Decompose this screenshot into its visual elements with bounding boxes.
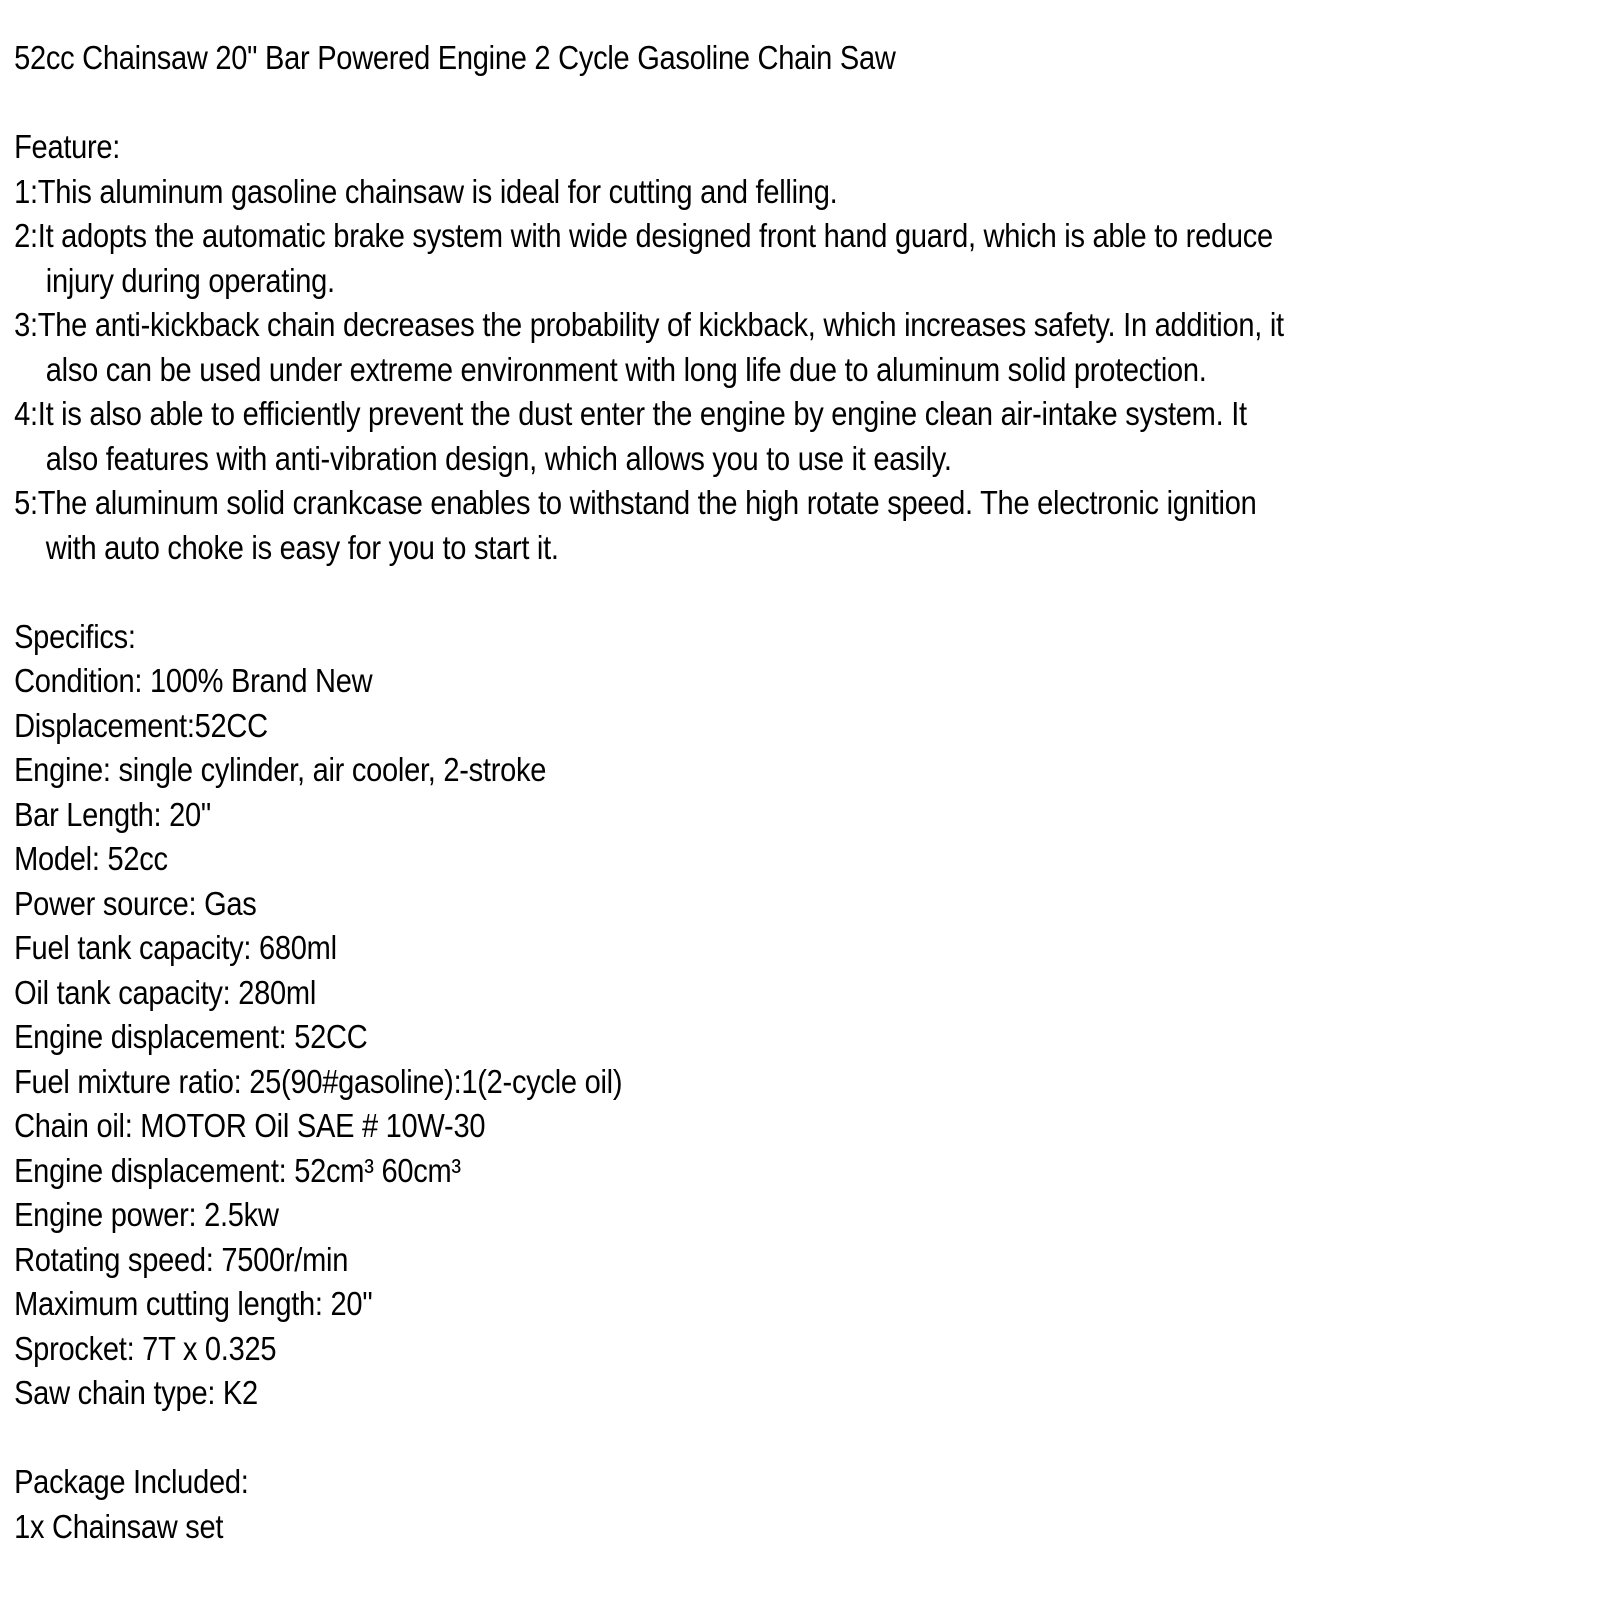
- blank-line: [14, 570, 1575, 615]
- spec-chain-oil: Chain oil: MOTOR Oil SAE # 10W-30: [14, 1107, 486, 1144]
- spec-saw-chain-type: Saw chain type: K2: [14, 1374, 258, 1411]
- feature-heading: Feature:: [14, 128, 121, 165]
- spec-condition: Condition: 100% Brand New: [14, 662, 373, 699]
- spec-engine-displacement-cm3: Engine displacement: 52cm³ 60cm³: [14, 1151, 461, 1189]
- spec-bar-length: Bar Length: 20": [14, 795, 211, 833]
- feature-line-4-cont: also features with anti-vibration design, which allows you to use it easily.: [45, 439, 952, 477]
- spec-oil-tank: Oil tank capacity: 280ml: [14, 973, 317, 1011]
- feature-line-4: 4:It is also able to efficiently prevent the dust enter the engine by engine clean air-intake system. It: [14, 395, 1247, 432]
- blank-line: [14, 81, 1575, 126]
- spec-engine-power: Engine power: 2.5kw: [14, 1196, 279, 1233]
- page-title: 52cc Chainsaw 20" Bar Powered Engine 2 Cycle Gasoline Chain Saw: [14, 39, 896, 76]
- feature-line-5-cont: with auto choke is easy for you to start it.: [45, 528, 559, 566]
- feature-line-2-cont: injury during operating.: [45, 261, 335, 299]
- spec-fuel-mixture: Fuel mixture ratio: 25(90#gasoline):1(2-cycle oil): [14, 1062, 623, 1100]
- feature-line-3-cont: also can be used under extreme environment with long life due to aluminum solid protection.: [45, 350, 1207, 388]
- specifics-heading: Specifics:: [14, 617, 136, 655]
- package-item: 1x Chainsaw set: [14, 1507, 224, 1545]
- spec-power-source: Power source: Gas: [14, 884, 257, 922]
- spec-engine: Engine: single cylinder, air cooler, 2-stroke: [14, 751, 547, 788]
- spec-fuel-tank: Fuel tank capacity: 680ml: [14, 929, 337, 966]
- spec-model: Model: 52cc: [14, 840, 168, 877]
- blank-line: [14, 1416, 1575, 1461]
- spec-displacement: Displacement:52CC: [14, 706, 268, 744]
- spec-rotating-speed: Rotating speed: 7500r/min: [14, 1240, 349, 1278]
- package-heading: Package Included:: [14, 1463, 249, 1500]
- feature-line-3: 3:The anti-kickback chain decreases the probability of kickback, which increases safety. In addition, it: [14, 306, 1284, 343]
- spec-max-cutting-length: Maximum cutting length: 20": [14, 1285, 373, 1322]
- feature-line-1: 1:This aluminum gasoline chainsaw is ideal for cutting and felling.: [14, 172, 838, 210]
- spec-sprocket: Sprocket: 7T x 0.325: [14, 1329, 277, 1367]
- spec-engine-displacement-cc: Engine displacement: 52CC: [14, 1018, 368, 1055]
- feature-line-2: 2:It adopts the automatic brake system with wide designed front hand guard, which is able to reduce: [14, 217, 1273, 254]
- feature-line-5: 5:The aluminum solid crankcase enables to withstand the high rotate speed. The electronic ignition: [14, 484, 1257, 521]
